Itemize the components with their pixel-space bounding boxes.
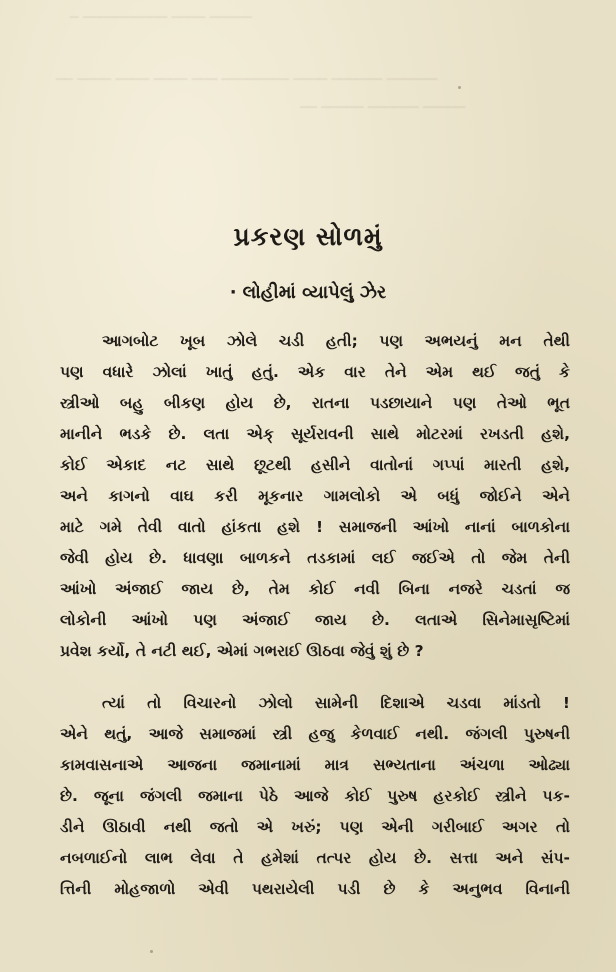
text-line: પ્રવેશ કર્યો, તે નટી થઈ, એમાં ગભરાઈ ઊઠવા જેવું શું છે ? — [60, 642, 424, 660]
paper-speck — [458, 86, 461, 89]
body-text — [60, 326, 570, 905]
bleed-through-text-line: ───── ────── ───── ── — [300, 100, 466, 116]
text-line: આગબોટ ખૂબ ઝોલે ચડી હતી; પણ અભયનું મન તેથી — [102, 332, 570, 350]
text-line: સ્ત્રીઓ બહુ બીકણ હોય છે, રાતના પડછાયાને પણ તેઓ ભૂત — [60, 394, 570, 412]
bleed-through-text-top: ───── ──── ────────── ─ — [70, 10, 252, 26]
chapter-subtitle-text: લોહીમાં વ્યાપેલું ઝેર — [242, 282, 387, 303]
text-line: છે. જૂના જંગલી જમાના પેઠે આજે કોઈ પુરુષ હરકોઈ સ્ત્રીને પક- — [60, 787, 570, 805]
text-line: ત્તિની મોહજાળો એવી પથરાયેલી પડી છે કે અનુભવ વિનાની — [60, 880, 570, 898]
text-line: કોઈ એકાદ નટ સાથે છૂટથી હસીને વાતોનાં ગપ્પાં મારતી હશે, — [60, 456, 570, 474]
text-line: જેવી હોય છે. ધાવણા બાળકને તડકામાં લઈ જઈએ તો જેમ તેની — [60, 549, 570, 567]
paragraph — [60, 326, 570, 667]
text-line: પણ વધારે ઝોલાં ખાતું હતું. એક વાર તેને એમ થઈ જતું કે — [60, 363, 570, 381]
text-line: ડીને ઊઠાવી નથી જતો એ ખરું; પણ એની ગરીબાઈ અગર તો — [60, 818, 570, 836]
text-line: માટે ગમે તેવી વાતો હાંકતા હશે ! સમાજની આંખો નાનાં બાળકોના — [60, 518, 570, 536]
paper-speck — [150, 950, 153, 953]
text-line: કામવાસનાએ આજના જમાનામાં માત્ર સભ્યતાના અંચળા ઓઢ્યા — [60, 756, 570, 774]
text-line: અને કાગનો વાઘ કરી મૂકનાર ગામલોકો એ બધું જોઈને એને — [60, 487, 570, 505]
text-line: લોકોની આંખો પણ અંજાઈ જાય છે. લતાએ સિનેમાસૃષ્ટિમાં — [60, 611, 570, 629]
text-line: માનીને ભડકે છે. લતા એક્ સૂર્યરાવની સાથે મોટરમાં રખડતી હશે, — [60, 425, 570, 443]
bleed-through-text-line: ────── ────── ──── ──────── ─── ──── ──── ──── ── — [56, 72, 438, 88]
text-line: નબળાઈનો લાભ લેવા તે હમેશાં તત્પર હોય છે. સત્તા અને સંપ- — [60, 849, 570, 867]
text-line: ત્યાં તો વિચારનો ઝોલો સામેની દિશાએ ચડવા માંડતો ! — [102, 694, 570, 712]
text-line: એને થતું, આજે સમાજમાં સ્ત્રી હજુ કેળવાઈ નથી. જંગલી પુરુષની — [60, 725, 570, 743]
subtitle-lead-dot: · — [229, 282, 237, 303]
chapter-title: પ્રકરણ સોળમું — [233, 222, 383, 251]
chapter-subtitle — [0, 282, 616, 303]
paragraph — [60, 688, 570, 905]
text-line: આંખો અંજાઈ જાય છે, તેમ કોઈ નવી બિના નજરે ચડતાં જ — [60, 580, 570, 598]
